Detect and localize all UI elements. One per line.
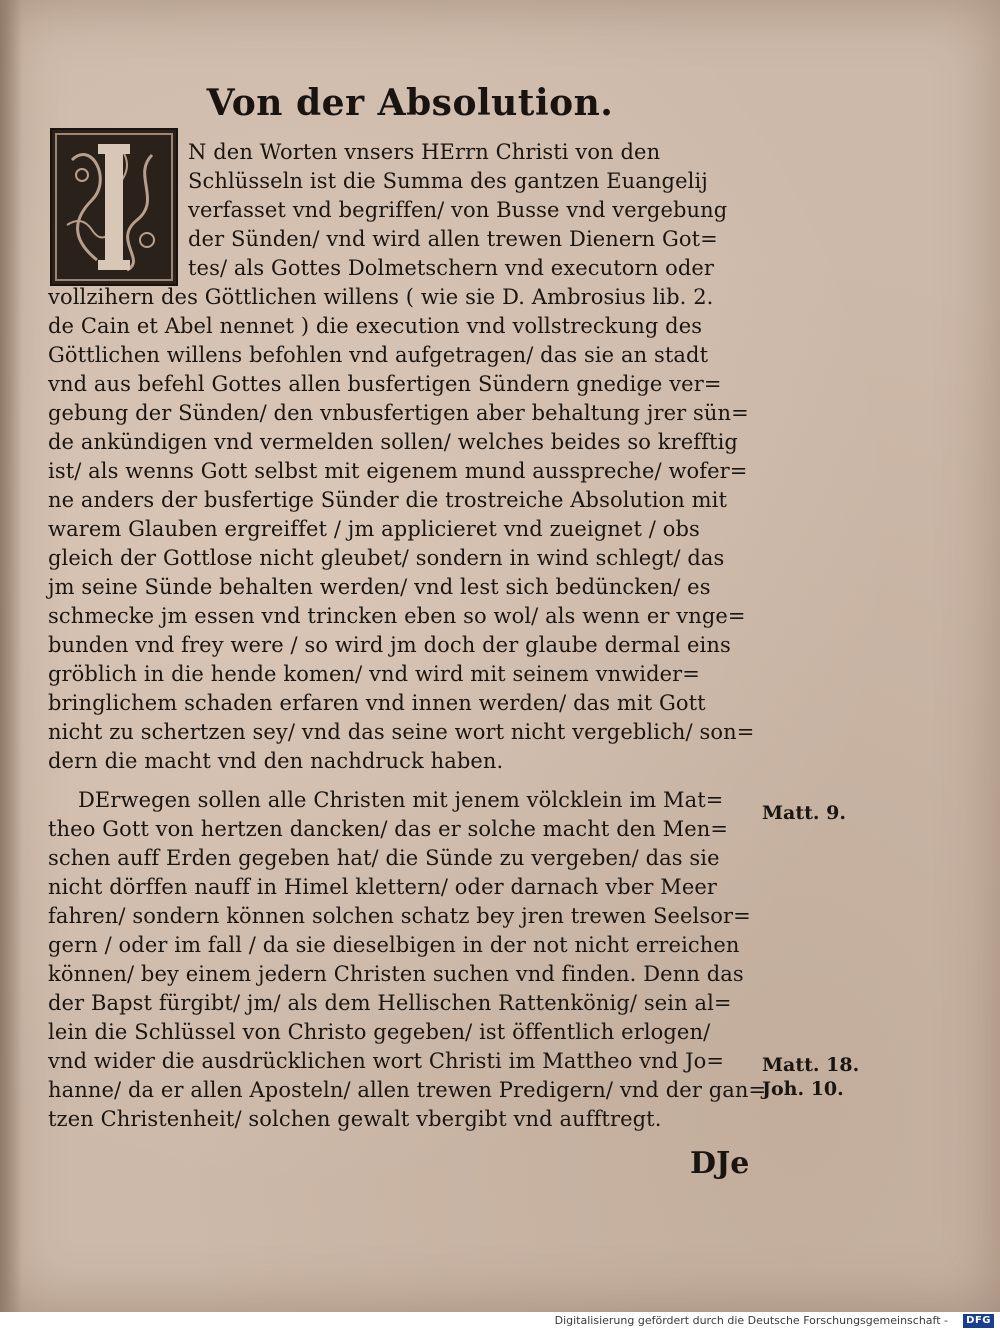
marginal-note: Matt. 18. <box>762 1054 860 1076</box>
marginal-note: Joh. 10. <box>762 1078 844 1100</box>
text-line: Schlüsseln ist die Summa des gantzen Euangelij <box>188 169 708 193</box>
text-line: jm seine Sünde behalten werden/ vnd lest sich bedüncken/ es <box>48 575 711 599</box>
catchword: DJe <box>690 1146 750 1181</box>
text-line: der Sünden/ vnd wird allen trewen Dienern Got= <box>188 227 718 251</box>
text-line: tes/ als Gottes Dolmetschern vnd executorn oder <box>188 256 715 280</box>
page-title: Von der Absolution. <box>206 82 614 124</box>
text-line: de Cain et Abel nennet ) die execution vnd vollstreckung des <box>48 314 703 338</box>
text-line: vollzihern des Göttlichen willens ( wie sie D. Ambrosius lib. 2. <box>48 285 714 309</box>
dfg-logo: DFG <box>963 1314 994 1328</box>
text-line: können/ bey einem jedern Christen suchen vnd finden. Denn das <box>48 962 744 986</box>
text-line: vnd wider die ausdrücklichen wort Christi im Mattheo vnd Jo= <box>48 1049 725 1073</box>
text-line: hanne/ da er allen Aposteln/ allen trewen Predigern/ vnd der gan= <box>48 1078 767 1102</box>
ornament-icon <box>52 130 176 284</box>
text-line: nicht zu schertzen sey/ vnd das seine wort nicht vergeblich/ son= <box>48 720 755 744</box>
text-line: warem Glauben ergreiffet / jm applicieret vnd zueignet / obs <box>48 517 700 541</box>
text-line: schen auff Erden gegeben hat/ die Sünde zu vergeben/ das sie <box>48 846 720 870</box>
text-line: dern die macht vnd den nachdruck haben. <box>48 749 504 773</box>
text-line: verfasset vnd begriffen/ von Busse vnd vergebung <box>188 198 728 222</box>
text-line: bunden vnd frey were / so wird jm doch der glaube dermal eins <box>48 633 731 657</box>
text-line: tzen Christenheit/ solchen gewalt vbergibt vnd aufftregt. <box>48 1107 662 1131</box>
text-line: gleich der Gottlose nicht gleubet/ sondern in wind schlegt/ das <box>48 546 725 570</box>
text-line: DErwegen sollen alle Christen mit jenem völcklein im Mat= <box>78 788 724 812</box>
text-line: ist/ als wenns Gott selbst mit eigenem mund ausspreche/ wofer= <box>48 459 748 483</box>
text-line: theo Gott von hertzen dancken/ das er solche macht den Men= <box>48 817 729 841</box>
text-line: lein die Schlüssel von Christo gegeben/ ist öffentlich erlogen/ <box>48 1020 711 1044</box>
text-line: fahren/ sondern können solchen schatz bey jren trewen Seelsor= <box>48 904 751 928</box>
decorated-initial <box>50 128 178 286</box>
text-line: bringlichem schaden erfaren vnd innen werden/ das mit Gott <box>48 691 706 715</box>
page-binding-edge <box>0 0 22 1312</box>
text-line: gebung der Sünden/ den vnbusfertigen aber behaltung jrer sün= <box>48 401 749 425</box>
text-line: gern / oder im fall / da sie dieselbigen in der not nicht erreichen <box>48 933 740 957</box>
text-line: der Bapst fürgibt/ jm/ als dem Hellischen Rattenkönig/ sein al= <box>48 991 732 1015</box>
text-line: gröblich in die hende komen/ vnd wird mit seinem vnwider= <box>48 662 700 686</box>
text-line: schmecke jm essen vnd trincken eben so wol/ als wenn er vnge= <box>48 604 746 628</box>
text-line: Göttlichen willens befohlen vnd aufgetragen/ das sie an stadt <box>48 343 709 367</box>
text-line: ne anders der busfertige Sünder die trostreiche Absolution mit <box>48 488 728 512</box>
text-line: vnd aus befehl Gottes allen busfertigen Sündern gnedige ver= <box>48 372 722 396</box>
funding-credit: Digitalisierung gefördert durch die Deutsche Forschungsgemeinschaft - <box>554 1314 948 1327</box>
text-line: nicht dörffen nauff in Himel klettern/ oder darnach vber Meer <box>48 875 718 899</box>
marginal-note: Matt. 9. <box>762 802 846 824</box>
text-line: de ankündigen vnd vermelden sollen/ welches beides so krefftig <box>48 430 738 454</box>
text-line: N den Worten vnsers HErrn Christi von den <box>188 140 661 164</box>
